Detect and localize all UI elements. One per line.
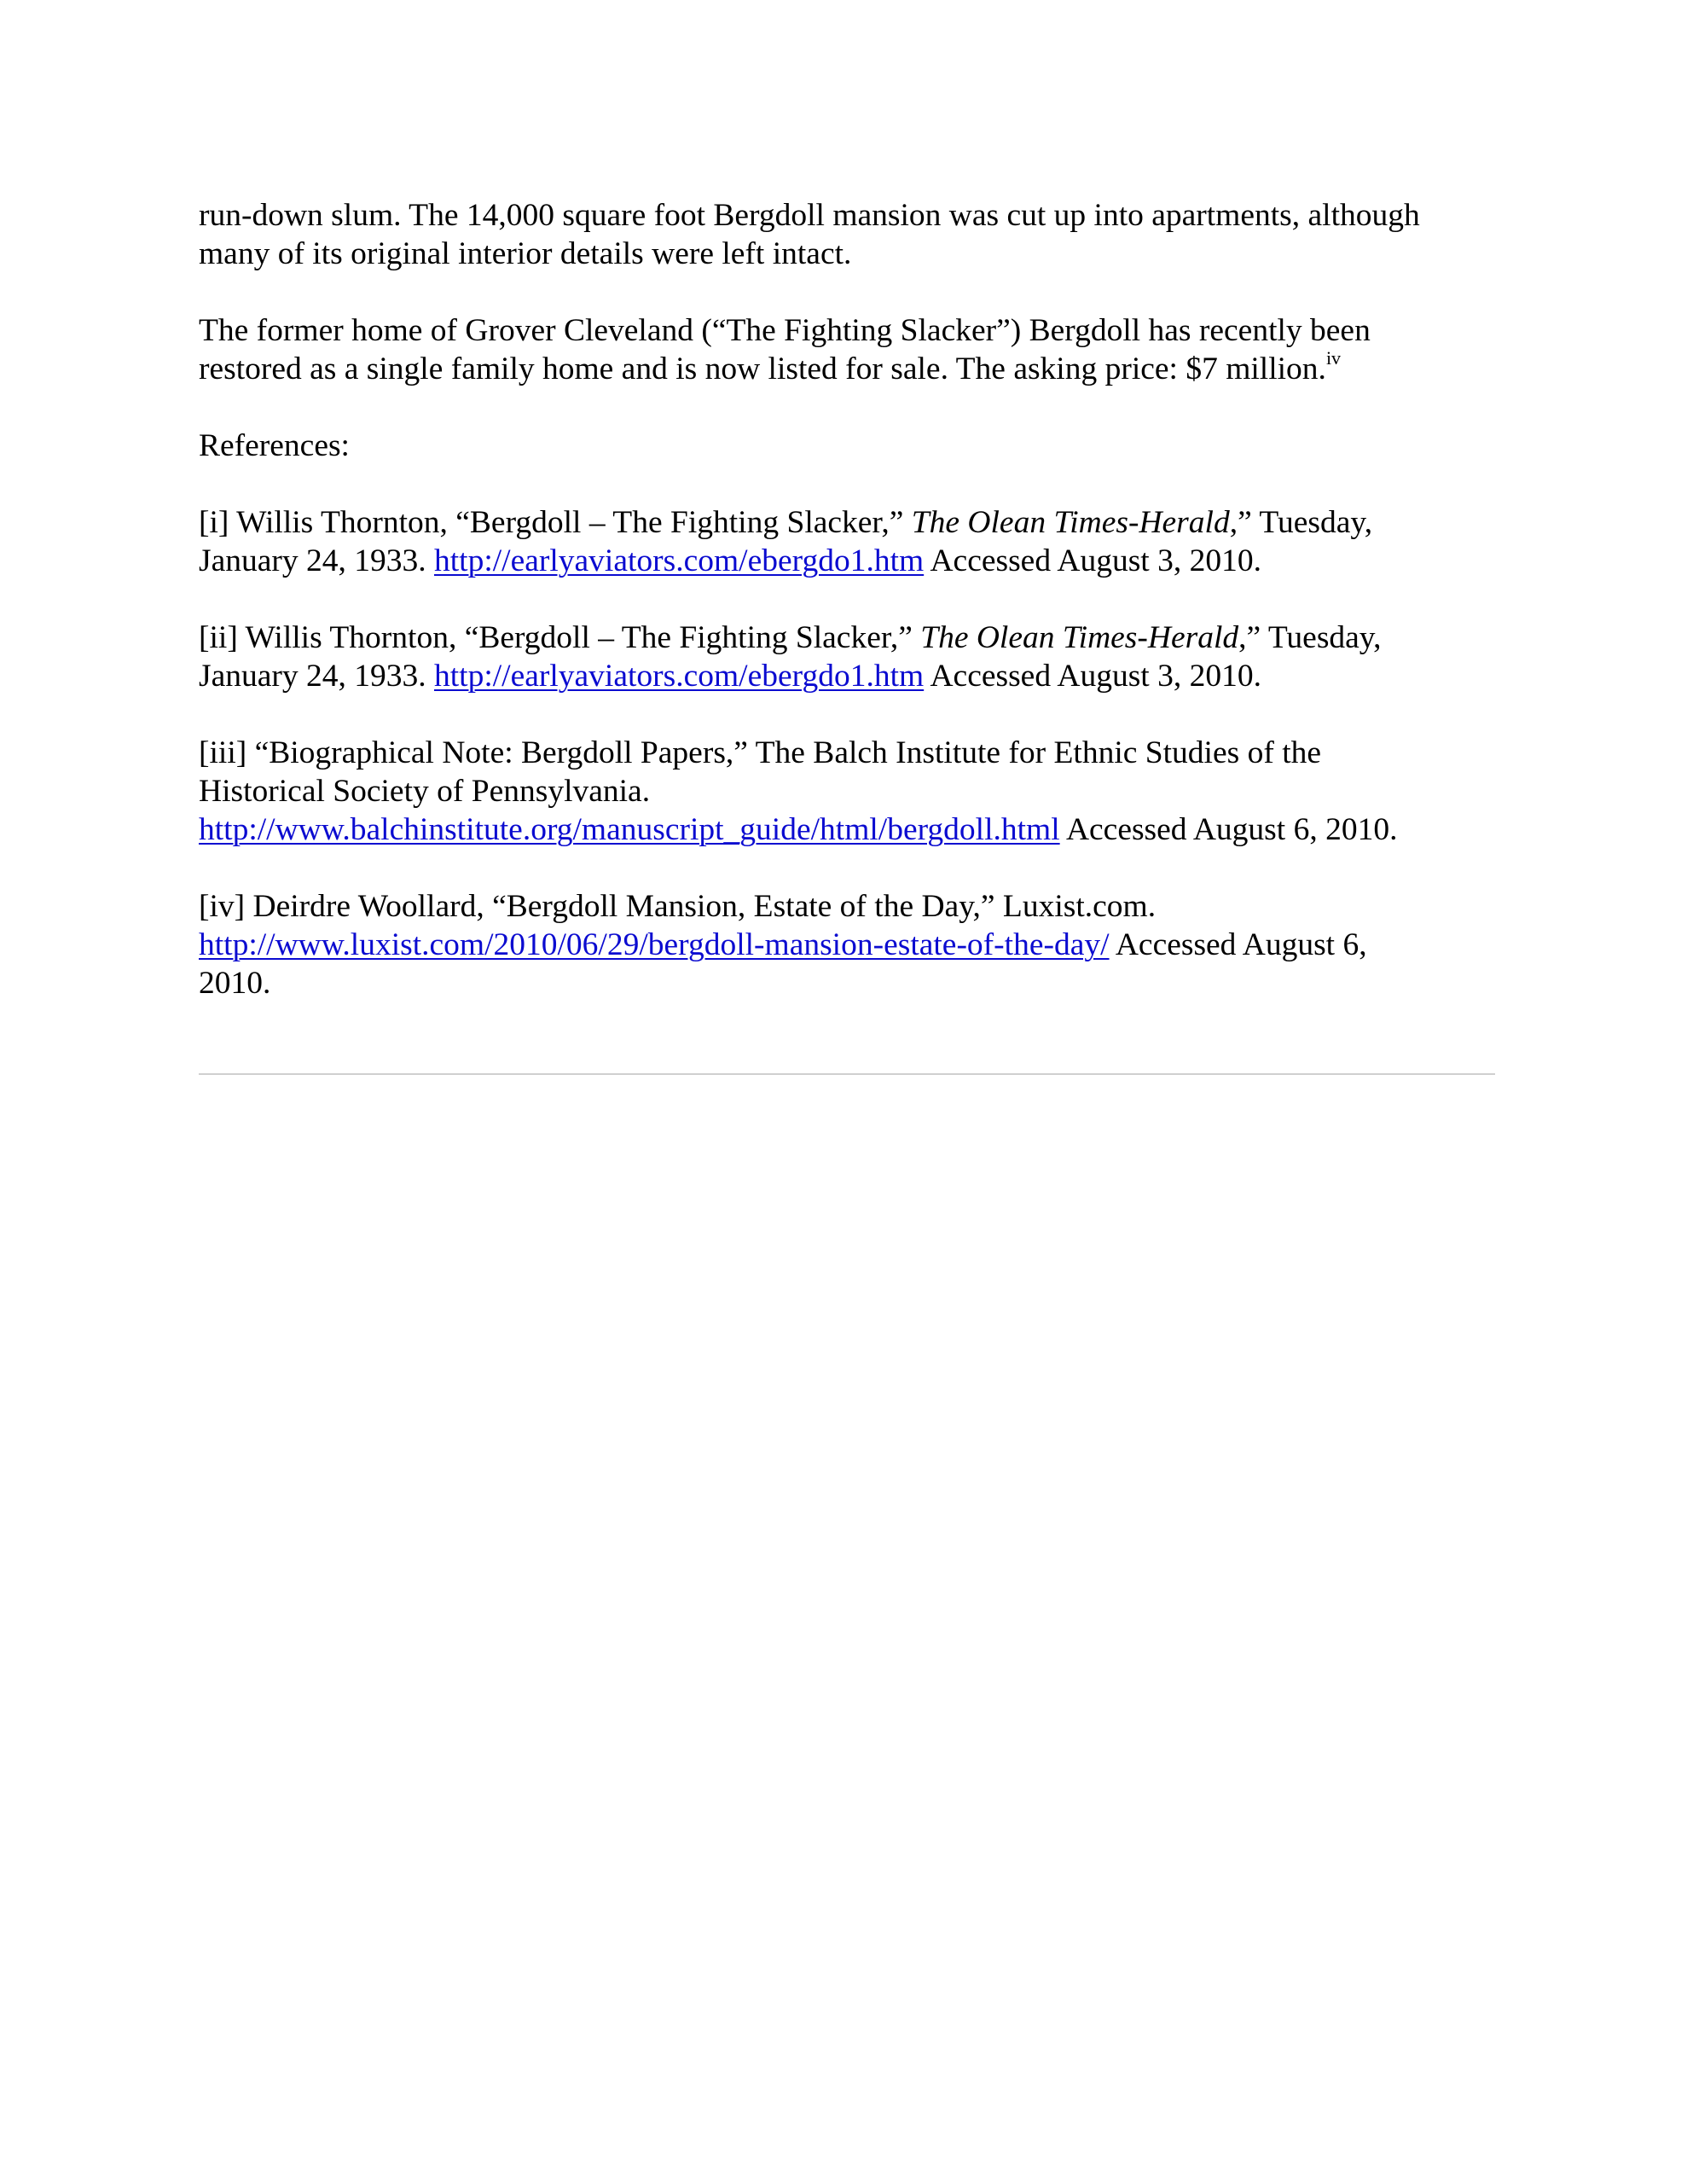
reference-marker: [ii] xyxy=(199,620,238,655)
text-line: run-down slum. The 14,000 square foot Bergdoll mansion was cut up into apartments, although xyxy=(199,198,1420,233)
text-line xyxy=(199,503,1495,542)
text-line xyxy=(199,542,1495,580)
reference-marker: [iii] xyxy=(199,735,247,770)
text-span: ,” Tuesday, xyxy=(1229,505,1373,540)
reference-marker: [iv] xyxy=(199,889,246,924)
reference-marker: [i] xyxy=(199,505,229,540)
text-line: Historical Society of Pennsylvania. xyxy=(199,774,651,809)
reference-item-iv xyxy=(199,887,1495,1002)
text-line: 2010. xyxy=(199,966,271,1001)
text-line xyxy=(199,810,1495,849)
text-line xyxy=(199,926,1495,964)
reference-link[interactable]: http://www.balchinstitute.org/manuscript_guide/html/bergdoll.html xyxy=(199,812,1060,847)
accessed-date: Accessed August 6, 2010. xyxy=(1059,812,1398,847)
reference-link[interactable]: http://www.luxist.com/2010/06/29/bergdoll-mansion-estate-of-the-day/ xyxy=(199,927,1110,962)
reference-item-i xyxy=(199,503,1495,580)
text-line: many of its original interior details were left intact. xyxy=(199,236,852,271)
text-span: Willis Thornton, “Bergdoll – The Fighting Slacker,” xyxy=(237,620,921,655)
reference-item-ii xyxy=(199,619,1495,695)
text-span: January 24, 1933. xyxy=(199,659,434,694)
text-span: Deirdre Woollard, “Bergdoll Mansion, Estate of the Day,” Luxist.com. xyxy=(245,889,1157,924)
footnote-marker[interactable]: iv xyxy=(1325,346,1342,369)
reference-link[interactable]: http://earlyaviators.com/ebergdo1.htm xyxy=(434,659,925,694)
text-line xyxy=(199,887,1495,926)
text-span: January 24, 1933. xyxy=(199,543,434,578)
text-line: The former home of Grover Cleveland (“The Fighting Slacker”) Bergdoll has recently been xyxy=(199,313,1371,348)
text-line xyxy=(199,734,1495,772)
page-divider xyxy=(199,1073,1495,1075)
document-page xyxy=(199,196,1495,1041)
text-line xyxy=(199,346,1495,388)
text-line xyxy=(199,657,1495,695)
publication-title: The Olean Times-Herald xyxy=(920,620,1239,655)
reference-item-iii xyxy=(199,734,1495,849)
body-paragraph-1 xyxy=(199,196,1495,273)
text-span: “Biographical Note: Bergdoll Papers,” The Balch Institute for Ethnic Studies of the xyxy=(246,735,1322,770)
accessed-date: Accessed August 3, 2010. xyxy=(924,543,1261,578)
body-paragraph-2 xyxy=(199,311,1495,388)
publication-title: The Olean Times-Herald xyxy=(911,505,1230,540)
text-span: ,” Tuesday, xyxy=(1238,620,1382,655)
text-line xyxy=(199,619,1495,657)
reference-link[interactable]: http://earlyaviators.com/ebergdo1.htm xyxy=(434,543,925,578)
text-span: restored as a single family home and is now listed for sale. The asking price: $7 million. xyxy=(199,351,1326,386)
accessed-date: Accessed August 3, 2010. xyxy=(924,659,1261,694)
references-heading: References: xyxy=(199,428,350,463)
accessed-date: Accessed August 6, xyxy=(1109,927,1367,962)
text-span: Willis Thornton, “Bergdoll – The Fighting Slacker,” xyxy=(229,505,912,540)
